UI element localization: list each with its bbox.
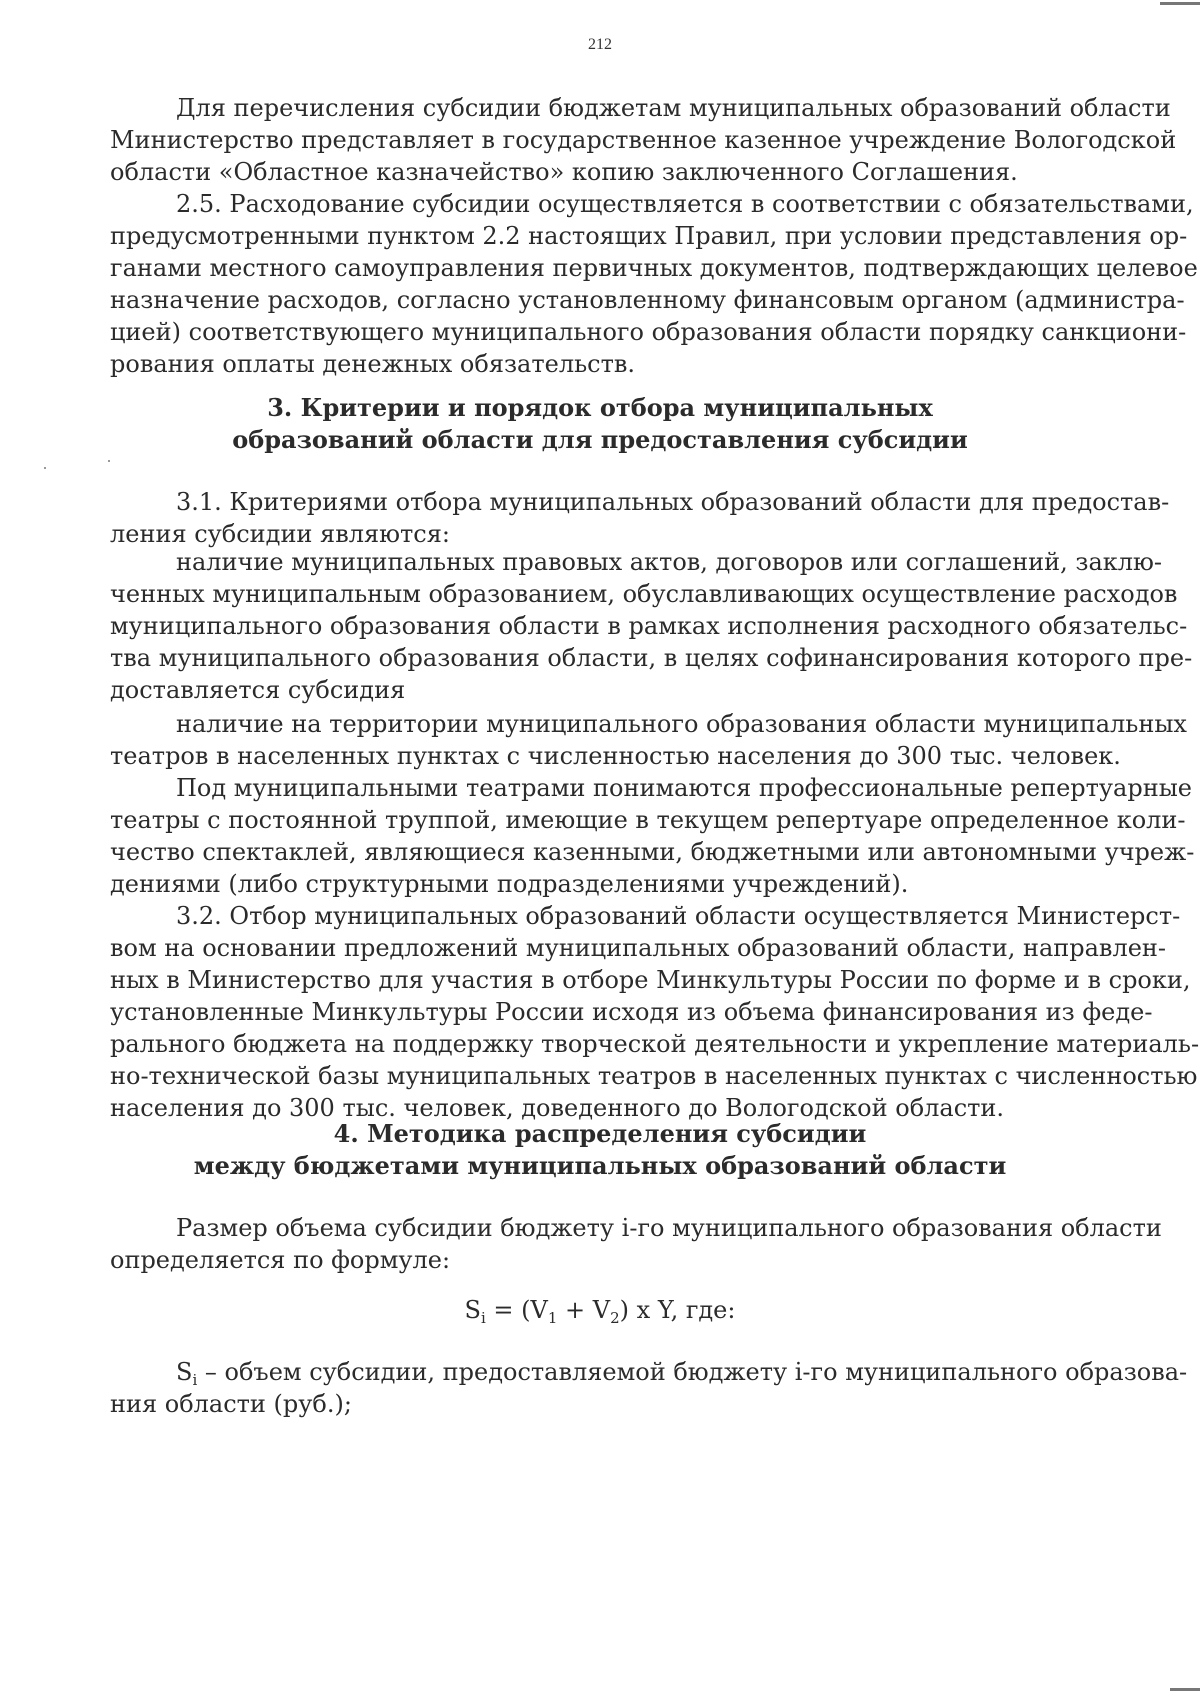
theatres-definition [110, 772, 1195, 900]
text-line: муниципального образования области в рамках исполнения расходного обязательс- [110, 612, 1188, 640]
scan-edge-mark [1170, 1688, 1200, 1691]
paragraph-intro [110, 92, 1177, 188]
heading-line: 4. Методика распределения субсидии [333, 1119, 867, 1148]
text-line: наличие муниципальных правовых актов, договоров или соглашений, заклю- [176, 548, 1163, 576]
section-3-heading [0, 392, 1200, 456]
formula-v2-subscript: 2 [610, 1309, 620, 1327]
text-line: 2.5. Расходование субсидии осуществляется в соответствии с обязательствами, [176, 190, 1194, 218]
formula [0, 1294, 1200, 1326]
text-line: Министерство представляет в государственное казенное учреждение Вологодской [110, 126, 1177, 154]
text-line: но-технической базы муниципальных театров в населенных пунктах с численностью [110, 1062, 1198, 1090]
text-line: ния области (руб.); [110, 1390, 352, 1418]
paragraph-3-2 [110, 900, 1200, 1124]
text-line: дениями (либо структурными подразделениями учреждений). [110, 870, 909, 898]
text-line: наличие на территории муниципального образования области муниципальных [176, 710, 1187, 738]
text-line: доставляется субсидия [110, 676, 406, 704]
text-line: Под муниципальными театрами понимаются профессиональные репертуарные [176, 774, 1193, 802]
text-line: ченных муниципальным образованием, обуславливающих осуществление расходов [110, 580, 1178, 608]
criterion-2 [110, 708, 1187, 772]
text-line: рования оплаты денежных обязательств. [110, 350, 636, 378]
formula-plus: + V [557, 1296, 611, 1324]
text-line: чество спектаклей, являющиеся казенными, бюджетными или автономными учреж- [110, 838, 1195, 866]
text-line: назначение расходов, согласно установленному финансовым органом (администра- [110, 286, 1185, 314]
definition-si [110, 1356, 1188, 1420]
formula-equals: = (V [485, 1296, 548, 1324]
text-line: рального бюджета на поддержку творческой деятельности и укрепление материаль- [110, 1030, 1200, 1058]
text-line: ных в Министерство для участия в отборе Минкультуры России по форме и в сроки, [110, 966, 1191, 994]
formula-tail: ) x Y, где: [619, 1296, 736, 1324]
paragraph-3-1 [110, 486, 1170, 550]
heading-line: образований области для предоставления субсидии [232, 425, 968, 454]
text-line: области «Областное казначейство» копию заключенного Соглашения. [110, 158, 1018, 186]
formula-s-subscript: i [480, 1309, 486, 1327]
text-line: населения до 300 тыс. человек, доведенного до Вологодской области. [110, 1094, 1005, 1122]
text-line: установленные Минкультуры России исходя из объема финансирования из феде- [110, 998, 1153, 1026]
text-line: театров в населенных пунктах с численностью населения до 300 тыс. человек. [110, 742, 1121, 770]
text-line: цией) соответствующего муниципального образования области порядку санкциони- [110, 318, 1187, 346]
text-line: ления субсидии являются: [110, 520, 450, 548]
text-line: театры с постоянной труппой, имеющие в текущем репертуаре определенное коли- [110, 806, 1186, 834]
text-line: вом на основании предложений муниципальных образований области, направлен- [110, 934, 1166, 962]
section-4-heading [0, 1118, 1200, 1182]
text-line: Размер объема субсидии бюджету i-го муниципального образования области [176, 1214, 1162, 1242]
text-line [110, 1356, 1188, 1389]
heading-line: между бюджетами муниципальных образований области [193, 1151, 1007, 1180]
formula-s: S [464, 1296, 481, 1324]
text-line: предусмотренными пунктом 2.2 настоящих Правил, при условии представления ор- [110, 222, 1188, 250]
formula-intro [110, 1212, 1162, 1276]
text-line: ганами местного самоуправления первичных документов, подтверждающих целевое [110, 254, 1198, 282]
si-symbol: S [176, 1358, 193, 1386]
heading-line: 3. Критерии и порядок отбора муниципальных [267, 393, 933, 422]
paragraph-2-5 [110, 188, 1198, 380]
formula-v1-subscript: 1 [547, 1309, 558, 1327]
text-line: Для перечисления субсидии бюджетам муниципальных образований области [176, 94, 1171, 122]
scan-speck [44, 467, 46, 469]
text-line: 3.2. Отбор муниципальных образований области осуществляется Министерст- [176, 902, 1181, 930]
text-line: 3.1. Критериями отбора муниципальных образований области для предостав- [176, 488, 1170, 516]
criterion-1 [110, 546, 1193, 706]
scan-speck [108, 460, 110, 462]
scan-edge-mark [1160, 2, 1200, 5]
si-subscript: i [192, 1371, 198, 1389]
page-number: 212 [588, 36, 612, 53]
si-definition-text: – объем субсидии, предоставляемой бюджету i-го муниципального образова- [197, 1358, 1188, 1386]
text-line: тва муниципального образования области, в целях софинансирования которого пре- [110, 644, 1193, 672]
text-line: определяется по формуле: [110, 1246, 451, 1274]
